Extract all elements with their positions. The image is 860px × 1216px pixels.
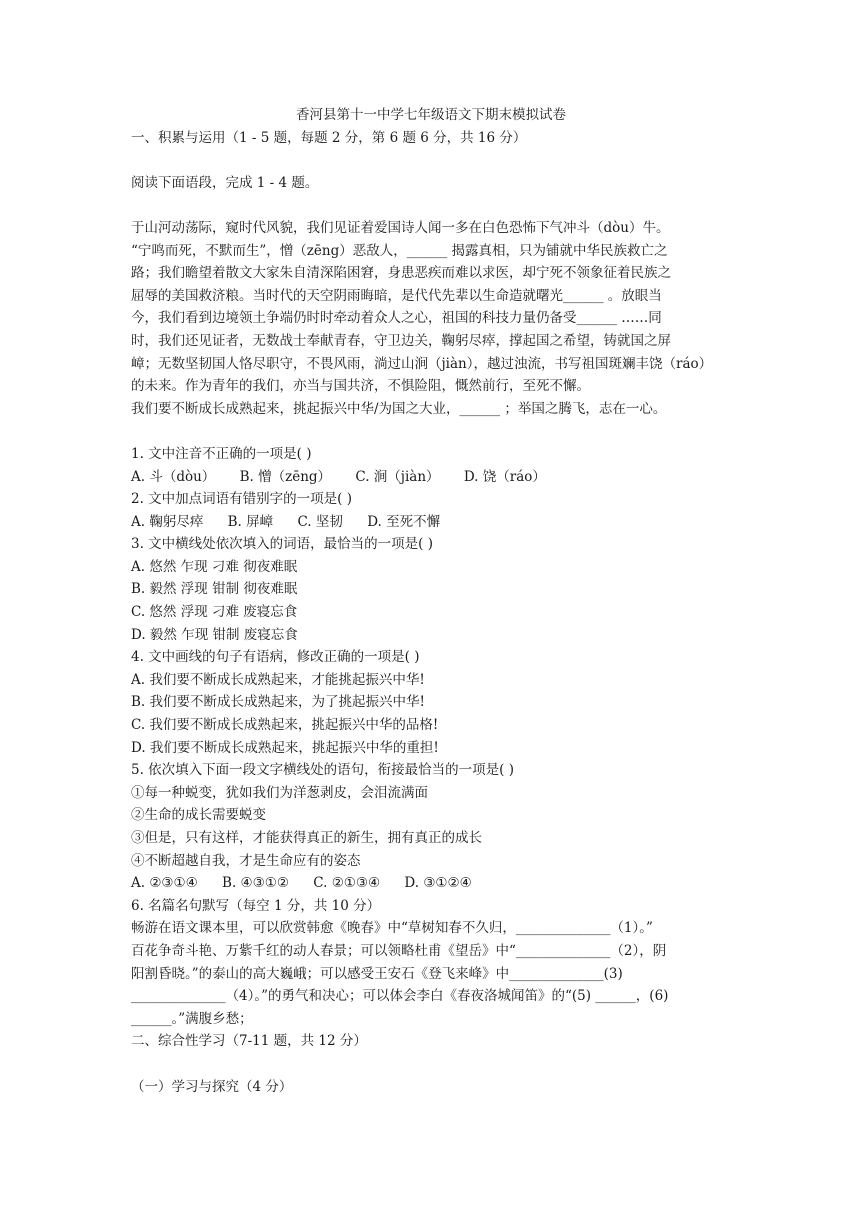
sentence-4: ④不断超越自我，才是生命应有的姿态 (131, 852, 361, 869)
question-6-line: ______。”满腹乡愁； (131, 1010, 253, 1027)
passage-line: 时，我们还见证者，无数战士奉献青春，守卫边关，鞠躬尽瘁，撑起国之希望，铸就国之屏 (131, 332, 671, 349)
question-6-line: ______________（4）。”的勇气和决心；可以体会李白《春夜洛城闻笛》的“(5) ______，(6) (131, 988, 669, 1005)
reading-passage (131, 217, 731, 420)
option-d: D. ③①②④ (404, 875, 472, 892)
option-d: D. 毅然 乍现 钳制 废寝忘食 (131, 626, 298, 643)
option-c: C. 涧（jiàn） (355, 468, 440, 485)
question-4-stem: 4. 文中画线的句子有语病，修改正确的一项是( ) (131, 649, 420, 666)
option-d: D. 我们要不断成长成熟起来，挑起振兴中华的重担! (131, 739, 439, 756)
question-5-options (131, 872, 731, 895)
option-d: D. 至死不懈 (367, 513, 441, 530)
option-a: A. ②③①④ (131, 875, 198, 892)
question-2-stem: 2. 文中加点词语有错别字的一项是( ) (131, 491, 352, 508)
section-1-header: 一、积累与运用（1 - 5 题，每题 2 分，第 6 题 6 分，共 16 分） (131, 129, 527, 146)
passage-line: 今，我们看到边境领土争端仍时时牵动着众人之心，祖国的科技力量仍备受______ ……同 (131, 310, 662, 327)
passage-line: “宁鸣而死，不默而生”，憎（zēng）恶敌人，______ 揭露真相，只为铺就中华民族救亡之 (131, 242, 668, 259)
option-b: B. 毅然 浮现 钳制 彻夜难眠 (131, 581, 298, 598)
subsection-1-header: （一）学习与探究（4 分） (131, 1078, 293, 1095)
question-6-stem: 6. 名篇名句默写（每空 1 分，共 10 分） (131, 897, 381, 914)
question-3-stem: 3. 文中横线处依次填入的词语，最恰当的一项是( ) (131, 536, 433, 553)
option-b: B. 憎（zēng） (239, 468, 332, 485)
option-a: A. 我们要不断成长成熟起来，才能挑起振兴中华! (131, 671, 425, 688)
option-b: B. 屏嶂 (227, 513, 274, 530)
option-b: B. ④③①② (222, 875, 289, 892)
option-c: C. 坚韧 (297, 513, 343, 530)
question-1-stem: 1. 文中注音不正确的一项是( ) (131, 445, 312, 462)
reading-intro: 阅读下面语段，完成 1 - 4 题。 (131, 174, 319, 191)
question-6-line: 畅游在语文课本里，可以欣赏韩愈《晚春》中“草树知春不久归，______________（1）。” (131, 920, 653, 937)
spacer (131, 420, 731, 443)
spacer (131, 149, 731, 172)
option-b: B. 我们要不断成长成熟起来，为了挑起振兴中华! (131, 694, 425, 711)
question-6-line: 阳割昏晓。”的泰山的高大巍峨；可以感受王安石《登飞来峰》中______________(3) (131, 965, 623, 982)
passage-line: 路；我们瞻望着散文大家朱自清深陷困窘，身患恶疾而难以求医，却宁死不领象征着民族之 (131, 265, 671, 282)
exam-title: 香河县第十一中学七年级语文下期末模拟试卷 (296, 107, 566, 123)
option-c: C. 悠然 浮现 刁难 废寝忘食 (131, 604, 298, 621)
option-d: D. 饶（ráo） (463, 468, 546, 485)
question-1-options (131, 466, 731, 489)
passage-line: 的未来。作为青年的我们，亦当与国共济，不惧险阻，慨然前行，至死不懈。 (131, 378, 590, 395)
passage-line: 嶂；无数坚韧国人恪尽职守，不畏风雨，淌过山涧（jiàn），越过浊流，书写祖国斑斓丰饶（ráo） (131, 355, 713, 372)
option-a: A. 悠然 乍现 刁难 彻夜难眠 (131, 558, 298, 575)
sentence-1: ①每一种蜕变，犹如我们为洋葱剥皮，会泪流满面 (131, 784, 428, 801)
sentence-2: ②生命的成长需要蜕变 (131, 807, 266, 824)
question-5-stem: 5. 依次填入下面一段文字横线处的语句，衔接最恰当的一项是( ) (131, 762, 514, 779)
exam-page (131, 104, 731, 1098)
passage-line: 我们要不断成长成熟起来，挑起振兴中华/为国之大业，______ ；举国之腾飞，志在一心。 (131, 400, 667, 417)
option-c: C. 我们要不断成长成熟起来，挑起振兴中华的品格! (131, 717, 439, 734)
passage-line: 屈辱的美国救济粮。当时代的天空阴雨晦暗，是代代先辈以生命造就曙光______ 。放眼当 (131, 287, 662, 304)
question-2-options (131, 511, 731, 534)
passage-line: 于山河动荡际，窥时代风貌，我们见证着爱国诗人闻一多在白色恐怖下气冲斗（dòu）牛。 (131, 219, 670, 236)
question-6-line: 百花争奇斗艳、万紫千红的动人春景；可以领略杜甫《望岳》中“______________（2），阴 (131, 942, 667, 959)
option-c: C. ②①③④ (313, 875, 381, 892)
option-a: A. 鞠躬尽瘁 (131, 513, 204, 530)
option-a: A. 斗（dòu） (131, 468, 216, 485)
sentence-3: ③但是，只有这样，才能获得真正的新生，拥有真正的成长 (131, 830, 482, 846)
section-2-header: 二、综合性学习（7-11 题，共 12 分） (131, 1033, 367, 1050)
spacer (131, 1053, 731, 1076)
spacer (131, 194, 731, 217)
